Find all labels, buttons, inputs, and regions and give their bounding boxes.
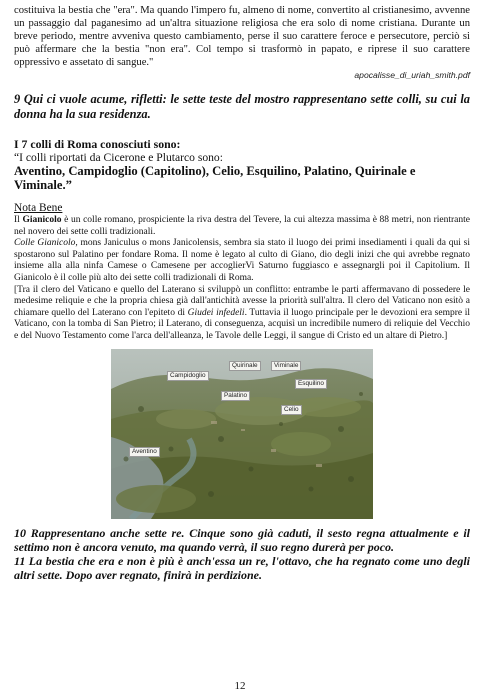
nota-p1-rest: è un colle romano, prospiciente la riva destra del Tevere, la cui altezza massima è 88 metri, non rientrante nel novero dei sette colli tradizionali.: [14, 215, 470, 237]
nota-paragraph-clero: [14, 285, 470, 343]
label-viminale: Viminale: [271, 361, 301, 371]
nota-p2-rest: , mons Janiculus o mons Janicolensis, sembra sia stato il luogo dei primi insediamenti i quali da qui si spostarono sul Palatino per fondare Roma. Il nome è legato al culto di Giano, dio degli inizi che qui avrebbe regnato insieme alla alla ninfa Camese o Camesene per accoglierVi Saturno fuggiasco e assegnargli poi il Capitolium. Il Gianicolo è il colle più alto dei sette colli tradizionali di Roma.: [14, 238, 471, 283]
source-citation: apocalisse_di_uriah_smith.pdf: [354, 70, 470, 80]
nota-bene-title: Nota Bene: [14, 202, 63, 214]
hills-list: Aventino, Campidoglio (Capitolino), Celio, Esquilino, Palatino, Quirinale e Viminale.”: [14, 164, 416, 192]
label-quirinale: Quirinale: [229, 361, 261, 371]
verse-10: 10 Rappresentano anche sette re. Cinque sono già caduti, il sesto regna attualmente e il settimo non è ancora venuto, ma quando verrà, il suo regno durerà per poco.: [14, 525, 470, 554]
nota-p3-rest: . Tuttavia il luogo principale per le devozioni era sempre il Vaticano, con la tomba di San Pietro; il Laterano, di conseguenza, acquisì un incredibile numero di reliquie del Vecchio e del Nuovo Testamento come l'arca dell'alleanza, le Tavole delle Leggi, il sangue di Cristo ed un altare di Pietro.]: [14, 307, 470, 341]
terrain-illustration: [111, 349, 373, 519]
nota-paragraph-gianicolo: [14, 215, 470, 238]
hills-heading: I 7 colli di Roma conosciuti sono:: [14, 137, 181, 151]
label-palatino: Palatino: [221, 391, 250, 401]
label-aventino: Aventino: [129, 447, 160, 457]
verse-9: 9 Qui ci vuole acume, rifletti: le sette teste del mostro rappresentano sette colli, su cui la donna ha la sua residenza.: [14, 92, 470, 121]
label-esquilino: Esquilino: [295, 379, 327, 389]
nota-paragraph-colle: [14, 238, 470, 284]
document-page: [14, 0, 470, 582]
verse-11: 11 La bestia che era e non è più è anch'essa un re, l'ottavo, che ha regnato come uno degli altri sette. Dopo aver regnato, finirà in perdizione.: [14, 553, 470, 582]
intro-paragraph: costituiva la bestia che "era". Ma quando l'impero fu, almeno di nome, convertito al cristianesimo, avvenne un passaggio dal paganesimo ad un'altra situazione religiosa che era solo di nome cristiana. Durante un breve periodo, mentre avveniva questo cambiamento, perse il suo carattere feroce e persecutore, perciò si può affermare che la bestia "non era". Col tempo si trasformò in papato, e riprese il suo carattere oppressivo e assetato di sangue.": [14, 5, 470, 68]
page-number: 12: [234, 680, 246, 692]
gianicolo-term: Gianicolo: [22, 215, 62, 225]
colle-gianicolo-term: Colle Gianicolo: [14, 238, 76, 249]
nota-p3-pre: [Tra il clero del Vaticano e quello del Laterano si sviluppò un conflitto: entrambe le parti affermavano di possedere le medesime reliquie e che la propria chiesa già dall'antichità avesse la priorità sull'altra. Il clero del Vaticano non esitò a chiamare quello del Laterano con l'epiteto di: [14, 284, 470, 318]
giudei-infedeli-term: Giudei infedeli: [187, 307, 245, 318]
seven-hills-map: [111, 349, 373, 519]
label-campidoglio: Campidoglio: [167, 371, 209, 381]
nota-p1-pre: Il: [14, 215, 23, 225]
label-celio: Celio: [281, 405, 302, 415]
hills-quote: “I colli riportati da Cicerone e Plutarco sono:: [14, 151, 223, 164]
